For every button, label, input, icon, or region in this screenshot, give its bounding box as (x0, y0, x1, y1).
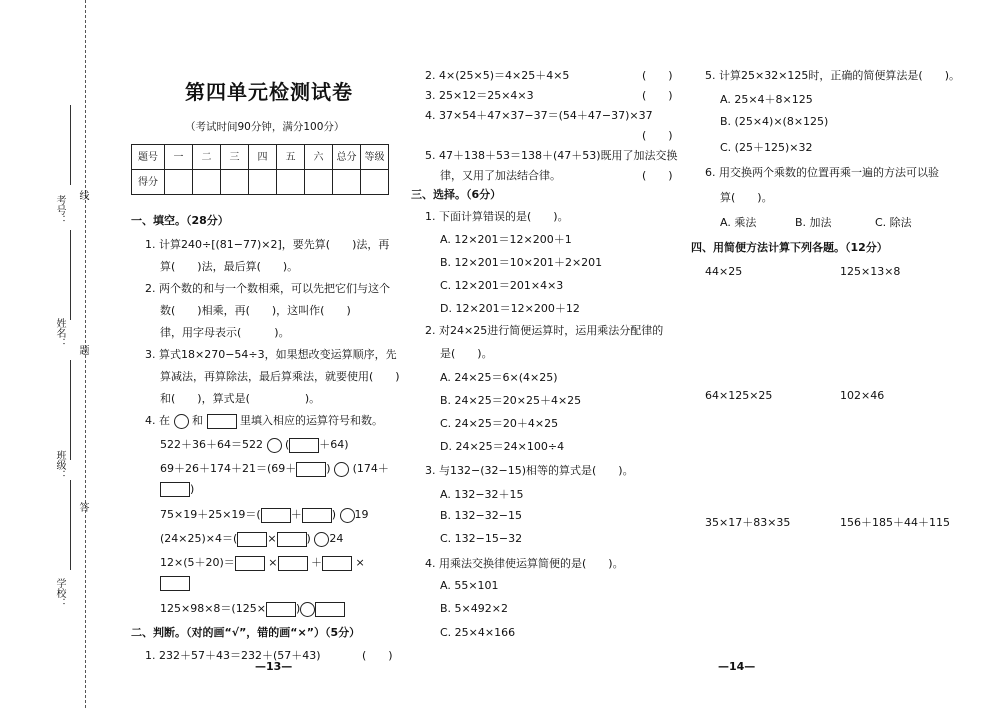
score-row-label: 得分 (132, 170, 165, 195)
eq-text: ) (306, 532, 311, 545)
binding-da: 答 (77, 502, 88, 512)
s3-q3-opt-a[interactable]: A. 132−32＋15 (440, 488, 524, 501)
s3-q2-line2: 是( )。 (440, 347, 493, 360)
s3-q2-opt-b[interactable]: B. 24×25＝20×25＋4×25 (440, 394, 582, 407)
s1-q4-post: 里填入相应的运算符号和数。 (240, 414, 383, 427)
eq-text: 522＋36＋64＝522 (160, 438, 263, 451)
s3-q5-opt-c[interactable]: C. (25＋125)×32 (720, 141, 813, 154)
s2-q2: 2. 4×(25×5)＝4×25＋4×5 (425, 69, 570, 82)
s1-q4-pre: 4. 在 (145, 414, 170, 427)
s3-q5-opt-a[interactable]: A. 25×4＋8×125 (720, 93, 813, 106)
s1-eq6 (160, 600, 345, 617)
answer-box[interactable] (237, 532, 267, 547)
s3-q1-opt-a[interactable]: A. 12×201＝12×200＋1 (440, 233, 572, 246)
s3-q3-opt-c[interactable]: C. 132−15−32 (440, 532, 523, 545)
eq-text: ＋64) (319, 438, 349, 451)
binding-xian: 线 (77, 190, 88, 200)
s2-q2-paren[interactable]: ( ) (642, 69, 673, 82)
score-table (131, 144, 389, 195)
s3-q2-opt-a[interactable]: A. 24×25＝6×(4×25) (440, 371, 558, 384)
eq-text: 12×(5＋20)＝ (160, 556, 235, 569)
score-head-3: 三 (221, 145, 249, 170)
kaohao-line (70, 105, 71, 185)
score-head-tihao: 题号 (132, 145, 165, 170)
eq-text: 24 (329, 532, 344, 545)
eq-text: 19 (354, 508, 369, 521)
score-head-5: 五 (277, 145, 305, 170)
score-cell[interactable] (333, 170, 361, 195)
s4-problem-6: 156＋185＋44＋115 (840, 516, 950, 529)
answer-box[interactable] (266, 602, 296, 617)
score-head-1: 一 (165, 145, 193, 170)
s4-problem-1: 44×25 (705, 265, 743, 278)
s3-q4: 4. 用乘法交换律使运算简便的是( )。 (425, 557, 624, 570)
answer-circle[interactable] (267, 438, 282, 453)
s3-q2-line1: 2. 对24×25进行简便运算时，运用乘法分配律的 (425, 324, 664, 337)
eq-text: (174＋ (352, 462, 389, 475)
score-head-2: 二 (193, 145, 221, 170)
circle-icon (174, 414, 189, 429)
s2-q5-line2: 律，又用了加法结合律。 (440, 169, 561, 182)
s1-q1-line1: 1. 计算240÷[(81−77)×2]，要先算( )法，再 (145, 238, 390, 251)
answer-box[interactable] (235, 556, 265, 571)
score-cell[interactable] (277, 170, 305, 195)
exam-subtitle: （考试时间90分钟，满分100分） (185, 121, 345, 133)
eq-text: 75×19＋25×19＝( (160, 508, 261, 521)
s3-q2-opt-c[interactable]: C. 24×25＝20＋4×25 (440, 417, 559, 430)
s1-eq3 (160, 506, 369, 523)
s3-q3: 3. 与132−(32−15)相等的算式是( )。 (425, 464, 634, 477)
s1-eq2 (160, 460, 389, 477)
eq-text: ) (295, 602, 301, 615)
s3-q3-opt-b[interactable]: B. 132−32−15 (440, 509, 522, 522)
binding-ti: 题 (77, 345, 88, 355)
xingming-label: 姓名： (54, 318, 65, 348)
score-cell[interactable] (361, 170, 389, 195)
s4-problem-5: 35×17＋83×35 (705, 516, 791, 529)
score-cell[interactable] (305, 170, 333, 195)
answer-circle[interactable] (340, 508, 355, 523)
eq-text: × (268, 556, 278, 569)
s2-q5-paren[interactable]: ( ) (642, 169, 673, 182)
answer-box[interactable] (261, 508, 291, 523)
s3-q5: 5. 计算25×32×125时，正确的简便算法是( )。 (705, 69, 960, 82)
s1-q3-line2: 算减法，再算除法，最后算乘法，就要使用( ) (160, 370, 400, 383)
score-head-total: 总分 (333, 145, 361, 170)
page-number-right: —14— (718, 660, 756, 673)
eq-text: ＋ (311, 556, 323, 569)
s4-problem-3: 64×125×25 (705, 389, 773, 402)
s3-q4-opt-c[interactable]: C. 25×4×166 (440, 626, 516, 639)
eq-text: ( (285, 438, 290, 451)
s3-q4-opt-b[interactable]: B. 5×492×2 (440, 602, 508, 615)
eq-text: 69＋26＋174＋21＝(69＋ (160, 462, 297, 475)
s3-q6-opt-c[interactable]: C. 除法 (875, 216, 912, 229)
s1-q2-line1: 2. 两个数的和与一个数相乘，可以先把它们与这个 (145, 282, 390, 295)
s3-q1-opt-d[interactable]: D. 12×201＝12×200＋12 (440, 302, 580, 315)
eq-text: ＋ (290, 508, 302, 521)
score-cell[interactable] (193, 170, 221, 195)
page-title: 第四单元检测试卷 (185, 80, 353, 104)
answer-box[interactable] (315, 602, 345, 617)
answer-box[interactable] (277, 532, 307, 547)
s2-q4-paren[interactable]: ( ) (642, 129, 673, 142)
s1-q4-line (145, 412, 383, 429)
s2-q3-paren[interactable]: ( ) (642, 89, 673, 102)
score-head-grade: 等级 (361, 145, 389, 170)
answer-circle[interactable] (314, 532, 329, 547)
section1-title: 一、填空。（28分） (131, 214, 229, 227)
score-cell[interactable] (249, 170, 277, 195)
s3-q1-opt-b[interactable]: B. 12×201＝10×201＋2×201 (440, 256, 603, 269)
eq-text: 125×98×8＝(125× (160, 602, 266, 615)
s1-eq5-cont (160, 576, 190, 591)
section2-title: 二、判断。（对的画“√”，错的画“×”）（5分） (131, 626, 361, 639)
box-icon (207, 414, 237, 429)
section4-title: 四、用简便方法计算下列各题。（12分） (691, 241, 888, 254)
xuexiao-label: 学校： (54, 578, 65, 608)
score-head-6: 六 (305, 145, 333, 170)
s3-q1: 1. 下面计算错误的是( )。 (425, 210, 569, 223)
s4-problem-2: 125×13×8 (840, 265, 901, 278)
page-number-left: —13— (255, 660, 293, 673)
s2-q1: 1. 232＋57＋43＝232＋(57＋43) (145, 649, 321, 662)
s3-q6-opt-a[interactable]: A. 乘法 (720, 216, 757, 229)
answer-box[interactable] (322, 556, 352, 571)
answer-circle[interactable] (300, 602, 315, 617)
s4-problem-4: 102×46 (840, 389, 885, 402)
answer-circle[interactable] (334, 462, 349, 477)
eq-text: × (267, 532, 277, 545)
s3-q4-opt-a[interactable]: A. 55×101 (440, 579, 499, 592)
s1-eq5 (160, 554, 365, 571)
s3-q1-opt-c[interactable]: C. 12×201＝201×4×3 (440, 279, 564, 292)
s2-q5-line1: 5. 47＋138＋53＝138＋(47＋53)既用了加法交换 (425, 149, 678, 162)
s3-q6-opt-b[interactable]: B. 加法 (795, 216, 832, 229)
answer-box[interactable] (302, 508, 332, 523)
eq-text: (24×25)×4＝( (160, 532, 238, 545)
eq-text: ) (331, 508, 337, 521)
s1-q3-line3: 和( )，算式是( )。 (160, 392, 321, 405)
answer-box[interactable] (296, 462, 326, 477)
s2-q3: 3. 25×12＝25×4×3 (425, 89, 534, 102)
s3-q5-opt-b[interactable]: B. (25×4)×(8×125) (720, 115, 829, 128)
score-cell[interactable] (221, 170, 249, 195)
eq-text: ) (326, 462, 331, 475)
s2-q1-paren[interactable]: ( ) (362, 649, 393, 662)
s3-q6-line2: 算( )。 (720, 191, 773, 204)
section3-title: 三、选择。（6分） (411, 188, 502, 201)
kaohao-label: 考号： (54, 195, 65, 225)
answer-box[interactable] (289, 438, 319, 453)
s1-q2-line2: 数( )相乘，再( )，这叫作( ) (160, 304, 351, 317)
s2-q4: 4. 37×54＋47×37−37＝(54＋47−37)×37 (425, 109, 653, 122)
s3-q2-opt-d[interactable]: D. 24×25＝24×100÷4 (440, 440, 565, 453)
answer-box[interactable] (160, 482, 190, 497)
score-cell[interactable] (165, 170, 193, 195)
s1-eq1 (160, 436, 349, 453)
s3-q6-line1: 6. 用交换两个乘数的位置再乘一遍的方法可以验 (705, 166, 939, 179)
xingming-line (70, 230, 71, 320)
answer-box[interactable] (278, 556, 308, 571)
s1-q1-line2: 算( )法，最后算( )。 (160, 260, 299, 273)
s1-q3-line1: 3. 算式18×270−54÷3，如果想改变运算顺序，先 (145, 348, 397, 361)
score-head-4: 四 (249, 145, 277, 170)
banji-label: 班级： (54, 450, 65, 480)
answer-box[interactable] (160, 576, 190, 591)
s1-q2-line3: 律，用字母表示( )。 (160, 326, 290, 339)
banji-line (70, 360, 71, 460)
xuexiao-line (70, 480, 71, 570)
eq-text: ) (190, 482, 195, 496)
s1-q4-mid: 和 (192, 414, 203, 427)
eq-text: × (355, 556, 365, 569)
s1-eq2-cont (160, 482, 194, 497)
s1-eq4 (160, 530, 343, 547)
